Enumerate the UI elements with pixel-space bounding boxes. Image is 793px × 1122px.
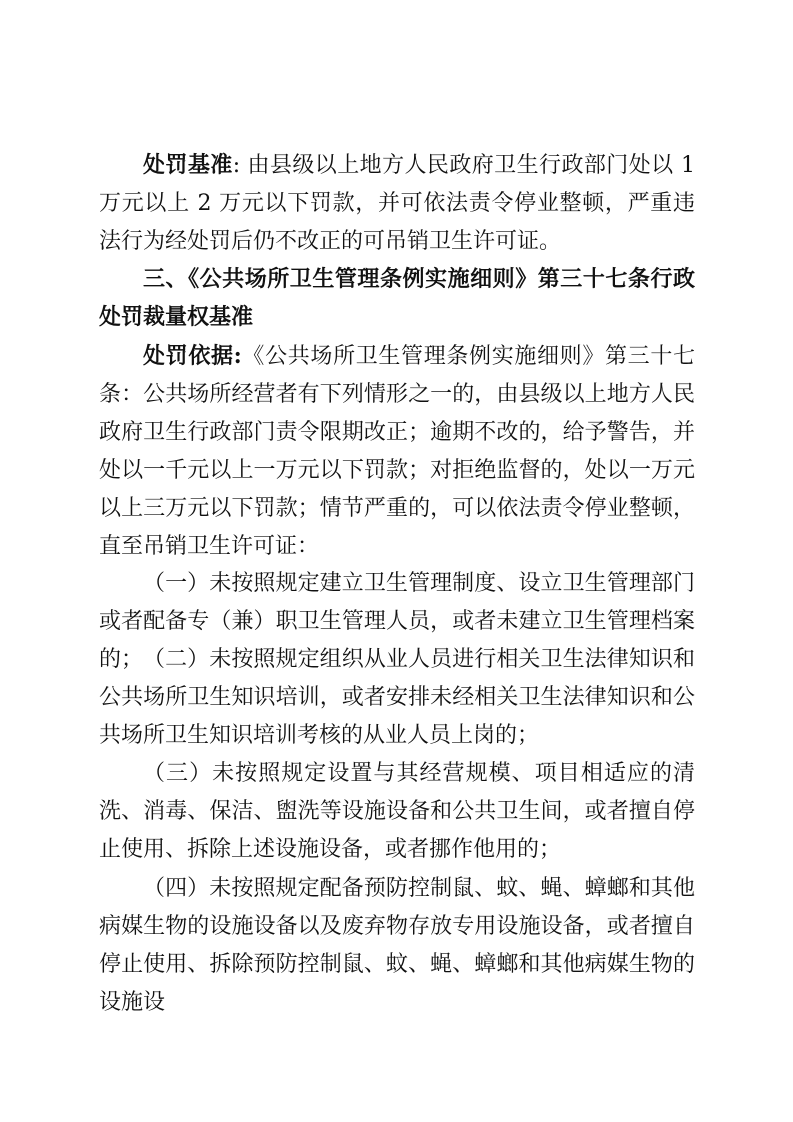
- penalty-standard-label: 处罚基准: [143, 152, 233, 178]
- penalty-basis-paragraph: [99, 337, 695, 566]
- penalty-standard-text: : 由县级以上地方人民政府卫生行政部门处以 1 万元以上 2 万元以下罚款，并可依法责令停业整顿，严重违法行为经处罚后仍不改正的可吊销卫生许可证。: [99, 153, 695, 254]
- list-item-4: （四）未按照规定配备预防控制鼠、蚊、蝇、蟑螂和其他病媒生物的设施设备以及废弃物存放专用设施设备，或者擅自停止使用、拆除预防控制鼠、蚊、蝇、蟑螂和其他病媒生物的设施设: [99, 876, 695, 1015]
- section-heading: 三、《公共场所卫生管理条例实施细则》第三十七条行政处罚裁量权基准: [99, 266, 695, 330]
- list-item-2: （二）未按照规定组织从业人员进行相关卫生法律知识和公共场所卫生知识培训，或者安排未经相关卫生法律知识和公共场所卫生知识培训考核的从业人员上岗的；: [99, 647, 695, 748]
- penalty-basis-text: 《公共场所卫生管理条例实施细则》第三十七条：公共场所经营者有下列情形之一的，由县级以上地方人民政府卫生行政部门责令限期改正；逾期不改的，给予警告，并处以一千元以上一万元以下罚款；对拒绝监督的，处以一万元以上三万元以下罚款；情节严重的，可以依法责令停业整顿，直至吊销卫生许可证：: [99, 344, 695, 559]
- penalty-standard-paragraph: [99, 146, 695, 261]
- list-item-3: （三）未按照规定设置与其经营规模、项目相适应的清洗、消毒、保洁、盥洗等设施设备和公共卫生间，或者擅自停止使用、拆除上述设施设备，或者挪作他用的；: [99, 761, 695, 862]
- penalty-basis-label: 处罚依据:: [143, 343, 242, 369]
- list-item-1: （一）未按照规定建立卫生管理制度、设立卫生管理部门或者配备专（兼）职卫生管理人员，或者未建立卫生管理档案的；: [99, 571, 695, 672]
